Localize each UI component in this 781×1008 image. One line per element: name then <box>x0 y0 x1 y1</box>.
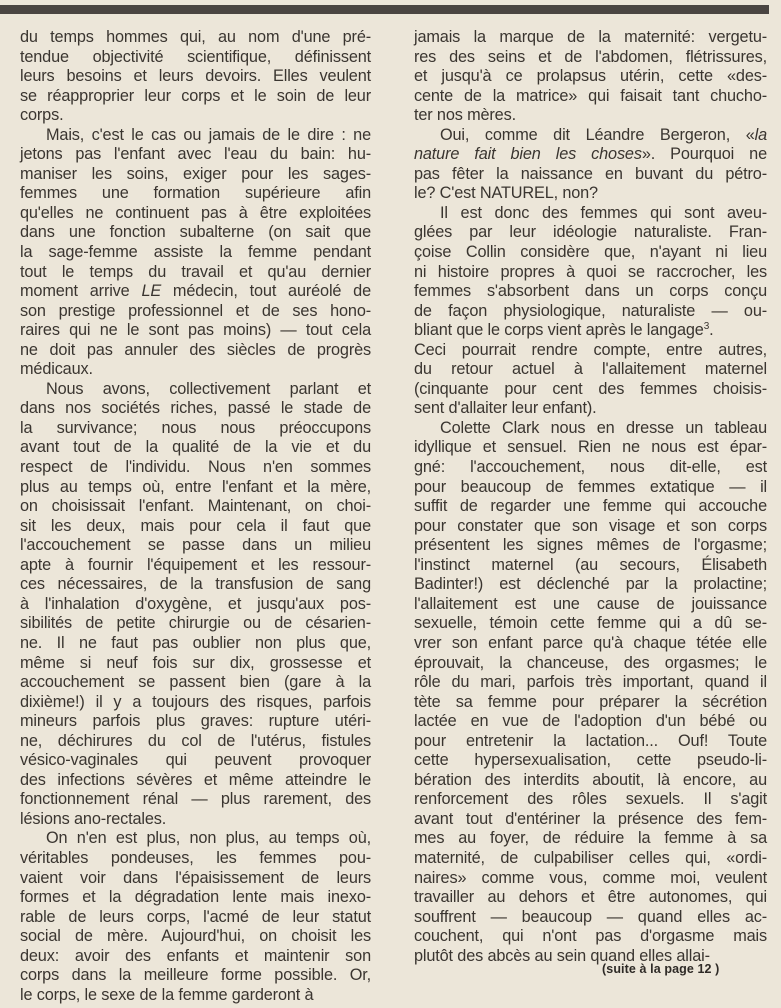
text-line: maniser les soins, exiger pour les sages- <box>20 164 371 183</box>
text-line: se réapproprier leur corps et le soin de leur <box>20 86 371 105</box>
text-line: bération des interdits aboutit, là encore, au <box>414 770 767 789</box>
text-run: . <box>709 321 714 340</box>
text-run: moment arrive <box>20 282 142 301</box>
text-line <box>414 321 767 341</box>
text-line: à l'inhalation d'oxygène, et jusqu'aux pos- <box>20 594 371 613</box>
text-line: couchent, qui n'ont pas d'orgasme mais <box>414 927 767 946</box>
text-line: On n'en est plus, non plus, au temps où, <box>46 829 371 848</box>
emphasis: LE <box>141 282 162 301</box>
text-line: lactée en vue de l'adoption d'un bébé ou <box>414 712 767 731</box>
text-line: travailler au dehors et être autonomes, qui <box>414 888 767 907</box>
text-line: femmes s'absorbent dans un corps conçu <box>414 282 767 301</box>
text-line <box>414 145 767 165</box>
text-line: çoise Collin considère que, n'ayant ni lieu <box>414 243 767 262</box>
text-line: ne. Il ne faut pas oublier non plus que, <box>20 633 371 652</box>
text-line: Mais, c'est le cas ou jamais de le dire : ne <box>46 125 371 144</box>
text-line: glées par leur idéologie naturaliste. Fran- <box>414 223 767 242</box>
text-line: deux: avoir des enfants et maintenir son <box>20 946 371 965</box>
text-line: éprouvait, la chanceuse, des orgasmes; le <box>414 653 767 672</box>
text-line: de façon physiologique, naturaliste — ou- <box>414 301 767 320</box>
text-line: fonctionnement rénal — plus rarement, des <box>20 790 371 809</box>
text-line: corps. <box>20 106 64 125</box>
text-run: médecin, tout auréolé de <box>161 282 371 301</box>
text-line: sibilités de petite chirurgie ou de césarien- <box>20 614 371 633</box>
text-line: naires» comme vous, comme moi, veulent <box>414 868 767 887</box>
text-line: suffit de regarder une femme qui accouche <box>414 497 767 516</box>
text-line: Badinter!) est déclenché par la prolactine; <box>414 575 767 594</box>
text-line: cette hypersexualisation, cette pseudo-li- <box>414 751 767 770</box>
text-line: idyllique et sensuel. Rien ne nous est épar- <box>414 438 767 457</box>
text-line: res des seins et de l'abdomen, flétrissures, <box>414 47 767 66</box>
text-line: le? C'est NATUREL, non? <box>414 184 598 203</box>
text-line: la sage-femme assiste la femme pendant <box>20 243 371 262</box>
text-line: maternité, de culpabiliser celles qui, «ordi- <box>414 848 767 867</box>
text-line: pas fêter la naissance en buvant du pétro- <box>414 164 767 183</box>
text-line <box>20 282 371 302</box>
text-line: vésico-vaginales qui peuvent provoquer <box>20 751 371 770</box>
text-line: pour beaucoup de femmes extatique — il <box>414 477 767 496</box>
text-line: gné: l'accouchement, nous dit-elle, est <box>414 458 767 477</box>
text-line: le corps, le sexe de la femme garderont à <box>20 985 314 1004</box>
text-run: bliant que le corps vient après le langage <box>414 321 704 340</box>
text-line: apte à fournir l'équipement et les ressour- <box>20 555 371 574</box>
text-line: sit les deux, mais pour cela il faut que <box>20 516 371 535</box>
text-run: ». Pourquoi ne <box>641 145 767 164</box>
text-line: femmes une formation supérieure afin <box>20 184 371 203</box>
text-line: plus au temps où, entre l'enfant et la mère, <box>20 477 371 496</box>
text-line: tète sa femme pour préparer la sécrétion <box>414 692 767 711</box>
text-line: lésions ano-rectales. <box>20 809 167 828</box>
text-line: ni histoire propres à quoi se raccrocher, les <box>414 262 767 281</box>
text-line: l'accouchement se passe dans un milieu <box>20 536 371 555</box>
text-line: des infections sévères et même atteindre le <box>20 770 371 789</box>
text-line: l'allaitement est une cause de jouissance <box>414 594 767 613</box>
text-line: et jusqu'à ce prolapsus utérin, cette «des- <box>414 67 767 86</box>
text-line: ces nécessaires, de la transfusion de sang <box>20 575 371 594</box>
text-line: la survivance; nous nous préoccupons <box>20 418 371 437</box>
text-line: Nous avons, collectivement parlant et <box>46 379 371 398</box>
text-line: ne, déchirures du col de l'utérus, fistules <box>20 731 371 750</box>
text-line: présentent les signes mêmes de l'orgasme; <box>414 536 767 555</box>
text-line: raires qui ne le sont pas moins) — tout cela <box>20 321 371 340</box>
text-line: tout le temps du travail et qu'au dernier <box>20 262 371 281</box>
text-line: Ceci pourrait rendre compte, entre autres, <box>414 340 767 359</box>
text-line: respect de l'individu. Nous n'en sommes <box>20 458 371 477</box>
text-line: avant tout de la qualité de la vie et du <box>20 438 371 457</box>
text-line: avant tout d'entériner la présence des fem- <box>414 809 767 828</box>
text-line: social de mère. Aujourd'hui, on choisit les <box>20 927 371 946</box>
text-line: mineurs parfois plus graves: rupture utéri- <box>20 712 371 731</box>
text-line: corps dans la meilleure forme possible. Or, <box>20 966 371 985</box>
text-line: mes au foyer, de réduire la femme à sa <box>414 829 767 848</box>
text-line: ne doit pas annuler des siècles de progrès <box>20 340 371 359</box>
text-line: jetons pas l'enfant avec l'eau du bain: hu- <box>20 145 371 164</box>
text-line: dans une fonction subalterne (on sait que <box>20 223 371 242</box>
text-line: dans nos sociétés riches, passé le stade de <box>20 399 371 418</box>
text-run: Oui, comme dit Léandre Bergeron, « <box>440 125 755 144</box>
text-line: leurs besoins et leurs devoirs. Elles veulent <box>20 67 371 86</box>
text-line: plutôt des abcès au sein quand elles allai- <box>414 946 710 965</box>
emphasis: la <box>754 125 767 144</box>
right-column <box>414 28 767 966</box>
left-column <box>20 28 371 1005</box>
text-line: Colette Clark nous en dresse un tableau <box>440 418 767 437</box>
text-line: médicaux. <box>20 360 93 379</box>
text-line: sent d'allaiter leur enfant). <box>414 399 597 418</box>
text-line: accouchement se passent bien (gare à la <box>20 673 371 692</box>
text-line: vaient voir dans l'épaisissement de leurs <box>20 868 371 887</box>
emphasis: nature fait bien les choses <box>414 145 642 164</box>
text-line: cente de la matrice» qui faisait tant chucho- <box>414 86 767 105</box>
text-line: on choisissait l'enfant. Maintenant, on choi- <box>20 497 371 516</box>
text-line: dixième!) il y a toujours des risques, parfois <box>20 692 371 711</box>
text-line: jamais la marque de la maternité: vergetu- <box>414 28 767 46</box>
text-line: Il est donc des femmes qui sont aveu- <box>440 203 767 222</box>
text-line: rôle du mari, parfois très important, quand il <box>414 673 767 692</box>
text-line: pour constater que son visage et son corps <box>414 516 767 535</box>
text-line: l'instinct maternel (au secours, Élisabeth <box>414 555 767 574</box>
text-line: son prestige professionnel et de ses hono- <box>20 301 371 320</box>
continuation-note: (suite à la page 12 ) <box>602 962 720 976</box>
text-line: vrer son enfant parce qu'à chaque tétée elle <box>414 633 767 652</box>
text-line: pour entretenir la lactation... Ouf! Toute <box>414 731 767 750</box>
text-line: formes et la dégradation lente mais inexo- <box>20 888 371 907</box>
text-line <box>414 126 767 146</box>
text-line: tendue objectivité scientifique, définissent <box>20 47 371 66</box>
text-line: sexuelle, témoin cette femme qui a dû se- <box>414 614 767 633</box>
text-line: renforcement des rôles sexuels. Il s'agit <box>414 790 767 809</box>
footnote-ref: 3 <box>703 321 710 333</box>
text-line: (cinquante pour cent des femmes choisis- <box>414 379 767 398</box>
text-line: souffrent — beaucoup — quand elles ac- <box>414 907 767 926</box>
text-line: ter nos mères. <box>414 106 516 125</box>
text-line: du retour actuel à l'allaitement maternel <box>414 360 767 379</box>
text-line: même si neuf fois sur dix, grossesse et <box>20 653 371 672</box>
text-line: véritables pondeuses, les femmes pou- <box>20 848 371 867</box>
text-line: du temps hommes qui, au nom d'une pré- <box>20 28 371 46</box>
header-rule <box>0 5 769 14</box>
text-line: qu'elles ne continuent pas à être exploitées <box>20 203 371 222</box>
text-line: rable de leurs corps, l'acmé de leur statut <box>20 907 371 926</box>
